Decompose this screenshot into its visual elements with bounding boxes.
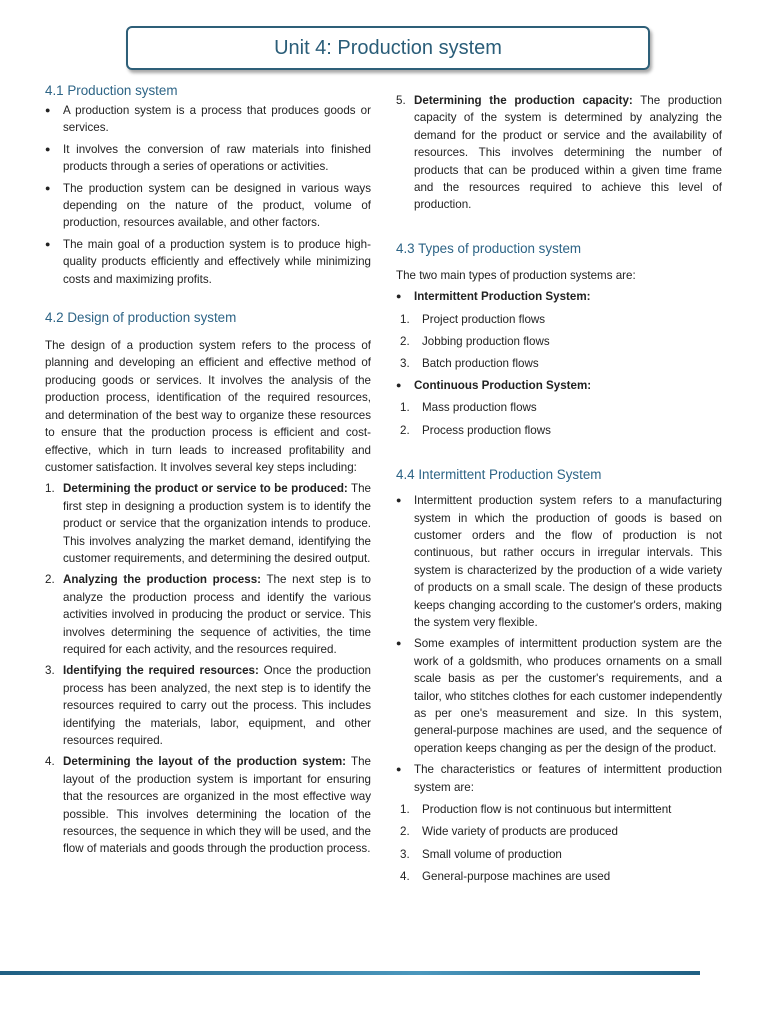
type-subitem (396, 355, 722, 372)
design-steps-list-continued (396, 92, 722, 214)
type-sublist (396, 399, 722, 439)
subitem-number: 1. (400, 312, 410, 326)
type-subitem (396, 399, 722, 416)
feature-number: 4. (400, 870, 410, 884)
subitem-number: 1. (400, 401, 410, 415)
feature-text: Small volume of production (422, 847, 562, 861)
design-steps-list (45, 480, 371, 858)
feature-item (396, 846, 722, 863)
intermittent-features-list (396, 801, 722, 886)
type-label: Continuous Production System: (414, 378, 592, 392)
type-subitem (396, 333, 722, 350)
feature-number: 2. (400, 825, 410, 839)
design-step (45, 662, 371, 749)
step-label: Determining the production capacity: (414, 94, 633, 107)
type-label: Intermittent Production System: (414, 290, 591, 304)
step-number: 1. (45, 482, 55, 496)
bullet-item: ● A production system is a process that produces goods or services. (45, 102, 371, 137)
section-heading-4-2: 4.2 Design of production system (45, 310, 237, 326)
step-number: 4. (45, 755, 55, 769)
step-text: Once the production process has been analyzed, the next step is to identify the resources required to carry out the process. This includes identifying the materials, labor, equipment, and other resources required. (63, 664, 372, 747)
step-number: 2. (45, 573, 55, 587)
step-text: The layout of the production system is important for ensuring that the resources are organized in the most effective way possible. This involves determining the location of the resources, the sequence in which they will be used, and the flow of materials and goods through the production process. (63, 755, 371, 856)
design-step (45, 753, 371, 857)
step-label: Determining the product or service to be produced: (63, 482, 348, 496)
bullet-item: ● It involves the conversion of raw materials into finished products through a series of operations or activities. (45, 141, 371, 176)
type-subitem (396, 422, 722, 439)
design-step (396, 92, 722, 214)
feature-text: Wide variety of products are produced (422, 825, 618, 839)
subitem-text: Process production flows (422, 423, 551, 437)
design-step (45, 571, 371, 658)
bullet-item: ● The characteristics or features of intermittent production system are: (396, 761, 722, 796)
bullet-item: ● The production system can be designed in various ways depending on the nature of the product, volume of production, resources available, and other factors. (45, 180, 371, 232)
feature-item (396, 801, 722, 818)
section-heading-4-4: 4.4 Intermittent Production System (396, 467, 602, 483)
production-type (396, 377, 722, 439)
feature-number: 3. (400, 847, 410, 861)
production-types-list (396, 288, 722, 439)
subitem-text: Jobbing production flows (422, 335, 550, 349)
step-label: Identifying the required resources: (63, 664, 259, 678)
subitem-number: 2. (400, 335, 410, 349)
production-type (396, 288, 722, 373)
bullet-item: ● Intermittent production system refers to a manufacturing system in which the production of goods is based on customer orders and the flow of production is not continuous, but rather occurs in irregular intervals. This system is characterized by the production of a wide variety of products on a small scale. The design of these products keeps changing according to the customer's orders, making the system very flexible. (396, 492, 722, 631)
step-text: The next step is to analyze the production process and identify the various activities involved in producing the product or service. This involves determining the sequence of activities, the time required for each activity, and the resources required. (63, 573, 371, 656)
bullet-item: ● Some examples of intermittent production system are the work of a goldsmith, who produces ornaments on a small scale basis as per the customer's requirements, and a tailor, who stitches clothes for each customer independently as per one's measurement and size. In this system, general-purpose machines are used, and the sequence of operation keeps changing as per the design of the product. (396, 635, 722, 757)
subitem-text: Batch production flows (422, 357, 539, 371)
right-column (396, 92, 722, 886)
type-sublist (396, 311, 722, 373)
design-intro: The design of a production system refers to the process of planning and developing an efficient and effective method of producing goods or services. It involves the analysis of the production process, identification of the required resources, and determination of the best way to organize these resources to ensure that the production process is efficient and cost-effective, which in turn leads to increased profitability and customer satisfaction. It involves several key steps including: (45, 339, 371, 474)
feature-text: Production flow is not continuous but intermittent (422, 803, 672, 816)
design-step (45, 480, 371, 567)
subitem-number: 3. (400, 357, 410, 371)
step-text: The production capacity of the system is determined by analyzing the demand for the product or service and the availability of resources. This involves determining the number of products that can be produced within a given time frame and the resources required to achieve this level of production. (414, 94, 722, 212)
production-system-bullets (45, 102, 371, 288)
feature-item (396, 868, 722, 885)
page-title: Unit 4: Production system (274, 36, 502, 59)
step-number: 3. (45, 664, 55, 678)
feature-number: 1. (400, 803, 410, 816)
left-column (45, 82, 371, 858)
feature-item (396, 823, 722, 840)
type-subitem (396, 311, 722, 328)
subitem-text: Mass production flows (422, 401, 537, 415)
step-number: 5. (396, 94, 406, 107)
intermittent-bullets (396, 492, 722, 796)
step-label: Analyzing the production process: (63, 573, 262, 587)
section-heading-4-1: 4.1 Production system (45, 83, 178, 98)
bullet-item: ● The main goal of a production system is to produce high-quality products efficiently and effectively while minimizing costs and maximizing profits. (45, 236, 371, 288)
step-label: Determining the layout of the production system: (63, 755, 347, 769)
subitem-text: Project production flows (422, 312, 546, 326)
types-intro: The two main types of production systems are: (396, 268, 636, 282)
section-heading-4-3: 4.3 Types of production system (396, 240, 582, 256)
title-box (126, 26, 650, 70)
step-text: The first step in designing a production system is to identify the product or service that the organization intends to produce. This involves analyzing the market demand, identifying the customer requirements, and determining the desired output. (63, 482, 371, 565)
footer-rule (0, 971, 700, 975)
feature-text: General-purpose machines are used (422, 870, 611, 884)
subitem-number: 2. (400, 423, 410, 437)
